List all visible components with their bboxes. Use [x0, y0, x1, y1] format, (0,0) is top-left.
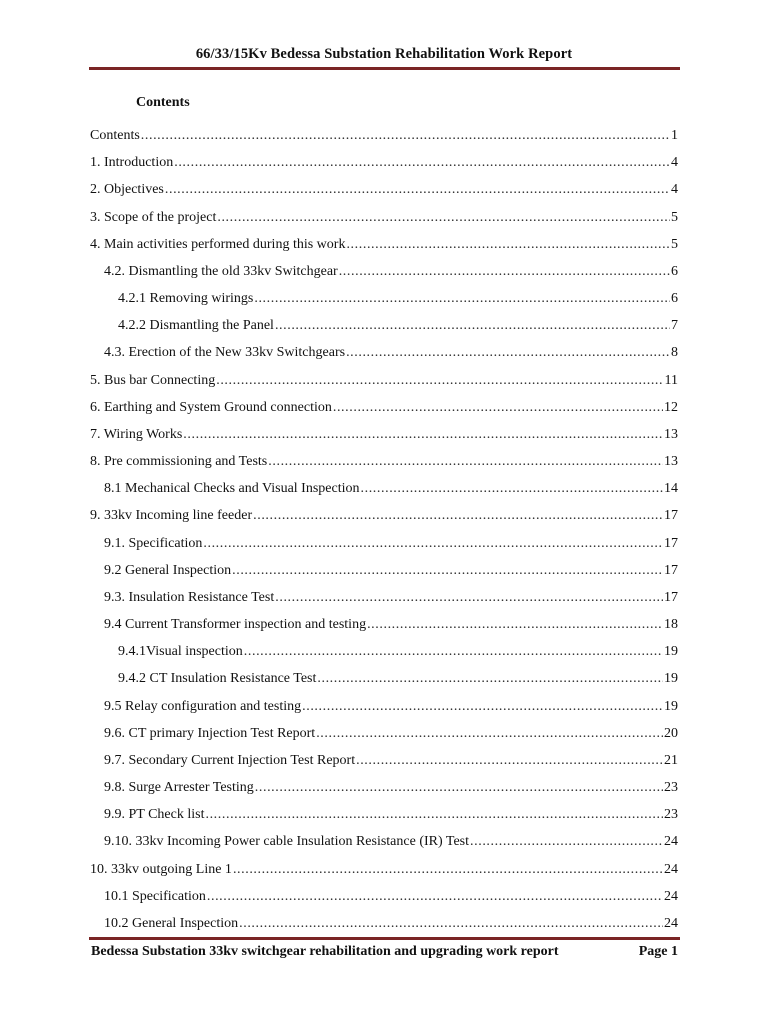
- toc-entry-page: 5: [671, 236, 678, 252]
- toc-entry-title: 1. Introduction: [90, 155, 174, 171]
- toc-entry-page: 13: [664, 426, 678, 442]
- toc-dot-leader: [367, 615, 663, 635]
- toc-entry-page: 23: [664, 807, 678, 823]
- contents-heading: Contents: [136, 95, 190, 110]
- toc-entry-title: 7. Wiring Works: [90, 426, 183, 442]
- toc-entry[interactable]: [104, 751, 678, 771]
- toc-entry-page: 17: [664, 535, 678, 551]
- toc-entry-page: 18: [664, 617, 678, 633]
- toc-entry-page: 1: [671, 128, 678, 143]
- toc-entry-title: 9.8. Surge Arrester Testing: [104, 780, 254, 796]
- toc-entry-page: 24: [664, 888, 678, 904]
- toc-entry[interactable]: [90, 235, 678, 255]
- toc-entry[interactable]: [90, 126, 678, 146]
- toc-entry-title: 6. Earthing and System Ground connection: [90, 399, 332, 415]
- toc-dot-leader: [233, 860, 663, 880]
- toc-dot-leader: [174, 153, 670, 173]
- toc-entry-title: 4. Main activities performed during this work: [90, 236, 346, 252]
- toc-entry[interactable]: [104, 805, 678, 825]
- toc-dot-leader: [254, 289, 670, 309]
- toc-entry[interactable]: [104, 262, 678, 282]
- toc-entry[interactable]: [104, 914, 678, 934]
- toc-entry[interactable]: [104, 534, 678, 554]
- toc-dot-leader: [268, 452, 663, 472]
- toc-entry-page: 24: [664, 834, 678, 850]
- toc-entry[interactable]: [90, 153, 678, 173]
- toc-entry-page: 14: [664, 481, 678, 497]
- toc-dot-leader: [232, 561, 663, 581]
- toc-entry-title: 10. 33kv outgoing Line 1: [90, 861, 232, 877]
- toc-entry[interactable]: [118, 669, 678, 689]
- toc-dot-leader: [302, 697, 663, 717]
- toc-entry-page: 5: [671, 209, 678, 225]
- toc-entry[interactable]: [104, 832, 678, 852]
- toc-entry-title: 9.1. Specification: [104, 535, 203, 551]
- toc-entry[interactable]: [90, 208, 678, 228]
- toc-entry-title: 9.4 Current Transformer inspection and testing: [104, 617, 367, 633]
- toc-entry[interactable]: [104, 697, 678, 717]
- toc-dot-leader: [253, 506, 663, 526]
- header-rule: [89, 67, 680, 70]
- toc-entry[interactable]: [90, 180, 678, 200]
- toc-entry-title: 9.10. 33kv Incoming Power cable Insulation Resistance (IR) Test: [104, 834, 470, 850]
- toc-entry-title: 2. Objectives: [90, 182, 164, 198]
- toc-entry-page: 19: [664, 644, 678, 660]
- toc-dot-leader: [275, 316, 670, 336]
- toc-dot-leader: [316, 724, 663, 744]
- toc-entry-page: 17: [664, 562, 678, 578]
- toc-dot-leader: [339, 262, 670, 282]
- toc-entry-title: 4.3. Erection of the New 33kv Switchgears: [104, 345, 346, 361]
- toc-entry[interactable]: [118, 642, 678, 662]
- toc-entry-title: 9.3. Insulation Resistance Test: [104, 589, 275, 605]
- toc-entry-title: 4.2.2 Dismantling the Panel: [118, 318, 274, 334]
- toc-entry-title: 3. Scope of the project: [90, 209, 217, 225]
- toc-dot-leader: [207, 887, 663, 907]
- toc-entry-title: 9. 33kv Incoming line feeder: [90, 508, 253, 524]
- footer-title: Bedessa Substation 33kv switchgear rehabilitation and upgrading work report: [91, 944, 559, 959]
- toc-dot-leader: [255, 778, 663, 798]
- toc-dot-leader: [317, 669, 663, 689]
- toc-dot-leader: [165, 180, 670, 200]
- toc-entry[interactable]: [104, 887, 678, 907]
- toc-entry-page: 7: [671, 318, 678, 334]
- toc-entry[interactable]: [104, 778, 678, 798]
- toc-dot-leader: [244, 642, 663, 662]
- toc-entry[interactable]: [90, 452, 678, 472]
- toc-dot-leader: [141, 126, 670, 146]
- toc-entry[interactable]: [104, 615, 678, 635]
- toc-entry[interactable]: [90, 398, 678, 418]
- toc-entry-page: 24: [664, 861, 678, 877]
- toc-entry-page: 20: [664, 725, 678, 741]
- toc-entry[interactable]: [104, 343, 678, 363]
- toc-entry-title: 9.5 Relay configuration and testing: [104, 698, 302, 714]
- toc-entry-title: 8.1 Mechanical Checks and Visual Inspection: [104, 481, 360, 497]
- toc-entry-page: 19: [664, 671, 678, 687]
- toc-entry[interactable]: [90, 425, 678, 445]
- toc-entry-page: 21: [664, 752, 678, 768]
- toc-entry-page: 4: [671, 182, 678, 198]
- toc-dot-leader: [356, 751, 663, 771]
- toc-dot-leader: [333, 398, 663, 418]
- toc-entry-title: 4.2.1 Removing wirings: [118, 291, 254, 307]
- toc-entry[interactable]: [90, 860, 678, 880]
- toc-entry-title: 4.2. Dismantling the old 33kv Switchgear: [104, 263, 338, 279]
- toc-entry-title: 10.2 General Inspection: [104, 915, 239, 931]
- toc-dot-leader: [216, 371, 663, 391]
- toc-dot-leader: [217, 208, 670, 228]
- toc-dot-leader: [203, 534, 663, 554]
- toc-entry-page: 11: [664, 372, 678, 388]
- toc-entry[interactable]: [118, 289, 678, 309]
- footer-rule: [89, 937, 680, 940]
- toc-entry-page: 6: [671, 291, 678, 307]
- toc-entry-title: 9.7. Secondary Current Injection Test Report: [104, 752, 356, 768]
- toc-entry[interactable]: [90, 506, 678, 526]
- toc-dot-leader: [239, 914, 663, 934]
- toc-entry-page: 17: [664, 589, 678, 605]
- toc-entry-title: Contents: [90, 128, 140, 143]
- toc-dot-leader: [346, 343, 670, 363]
- toc-entry[interactable]: [104, 561, 678, 581]
- toc-entry-page: 8: [671, 345, 678, 361]
- toc-entry[interactable]: [104, 588, 678, 608]
- toc-entry-page: 17: [664, 508, 678, 524]
- toc-entry-title: 10.1 Specification: [104, 888, 206, 904]
- toc-entry-page: 13: [664, 454, 678, 470]
- toc-entry-title: 9.4.1Visual inspection: [118, 644, 243, 660]
- toc-entry-page: 6: [671, 263, 678, 279]
- toc-entry-page: 23: [664, 780, 678, 796]
- footer-page-number: Page 1: [638, 944, 678, 959]
- toc-dot-leader: [183, 425, 663, 445]
- toc-entry-title: 9.9. PT Check list: [104, 807, 205, 823]
- toc-entry-title: 5. Bus bar Connecting: [90, 372, 216, 388]
- toc-entry-title: 9.6. CT primary Injection Test Report: [104, 725, 316, 741]
- page-header: 66/33/15Kv Bedessa Substation Rehabilitation Work Report: [195, 46, 573, 62]
- toc-entry-page: 19: [664, 698, 678, 714]
- toc-dot-leader: [470, 832, 663, 852]
- toc-dot-leader: [205, 805, 663, 825]
- toc-entry-page: 4: [671, 155, 678, 171]
- toc-entry-page: 12: [664, 399, 678, 415]
- toc-dot-leader: [275, 588, 663, 608]
- toc-entry[interactable]: [104, 724, 678, 744]
- toc-dot-leader: [361, 479, 664, 499]
- toc-entry-title: 9.4.2 CT Insulation Resistance Test: [118, 671, 317, 687]
- toc-entry-title: 8. Pre commissioning and Tests: [90, 454, 268, 470]
- toc-dot-leader: [346, 235, 670, 255]
- toc-entry-title: 9.2 General Inspection: [104, 562, 232, 578]
- toc-entry[interactable]: [90, 371, 678, 391]
- toc-entry-page: 24: [664, 915, 678, 931]
- toc-entry[interactable]: [118, 316, 678, 336]
- toc-entry[interactable]: [104, 479, 678, 499]
